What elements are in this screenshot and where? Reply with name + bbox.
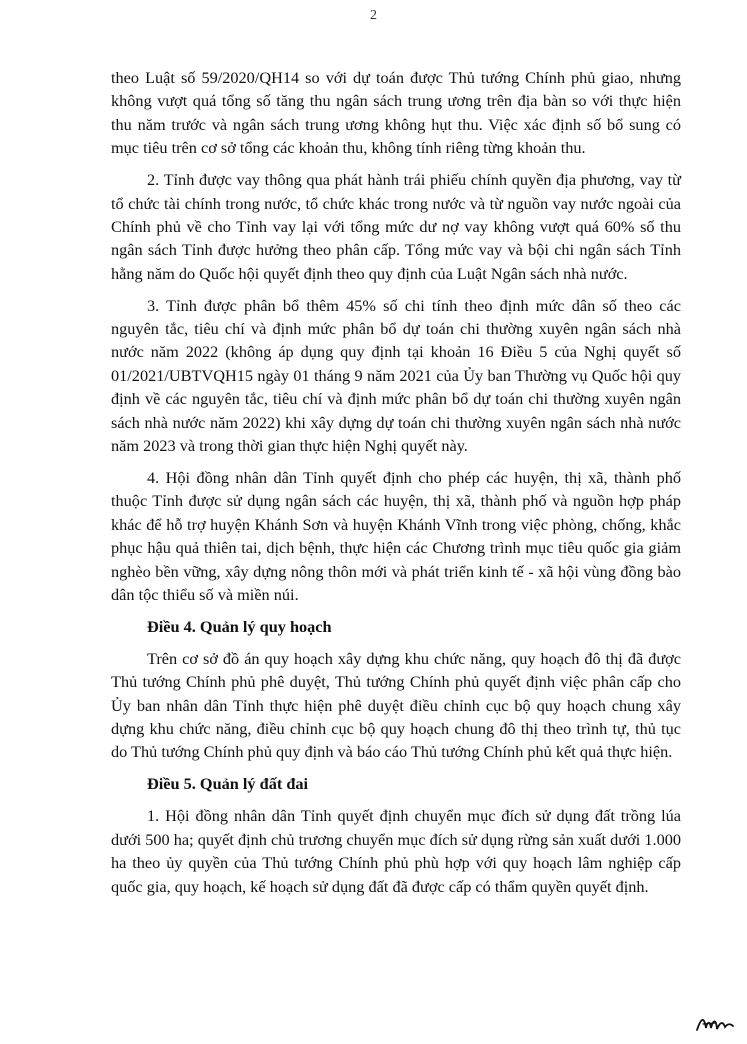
article-4-heading: Điều 4. Quản lý quy hoạch bbox=[147, 616, 332, 636]
paragraph-continued: theo Luật số 59/2020/QH14 so với dự toán được Thủ tướng Chính phủ giao, nhưng không vượt quá tổng số tăng thu ngân sách trung ương trên địa bàn so với thực hiện thu năm trước và ngân sách trung ương không hụt thu. Việc xác định số bổ sung có mục tiêu trên cơ sở tổng các khoản thu, không tính riêng từng khoản thu. bbox=[111, 68, 681, 158]
paragraph-item-3: 3. Tỉnh được phân bổ thêm 45% số chi tính theo định mức dân số theo các nguyên tắc, tiêu chí và định mức phân bổ dự toán chi thường xuyên ngân sách nhà nước năm 2022 (không áp dụng quy định tại khoản 16 Điều 5 của Nghị quyết số 01/2021/UBTVQH15 ngày 01 tháng 9 năm 2021 của Ủy ban Thường vụ Quốc hội quy định về các nguyên tắc, tiêu chí và định mức phân bổ dự toán chi thường xuyên ngân sách nhà nước năm 2022) khi xây dựng dự toán chi thường xuyên ngân sách nhà nước năm 2023 và trong thời gian thực hiện Nghị quyết này. bbox=[111, 295, 681, 456]
paragraph-item-2: 2. Tỉnh được vay thông qua phát hành trái phiếu chính quyền địa phương, vay từ tổ chức tài chính trong nước, tổ chức khác trong nước và từ nguồn vay nước ngoài của Chính phủ về cho Tỉnh vay lại với tổng mức dư nợ vay không vượt quá 60% số thu ngân sách Tỉnh được hưởng theo phân cấp. Tổng mức vay và bội chi ngân sách Tỉnh hằng năm do Quốc hội quyết định theo quy định của Luật Ngân sách nhà nước. bbox=[111, 170, 681, 283]
article-5-item-1: 1. Hội đồng nhân dân Tỉnh quyết định chuyển mục đích sử dụng đất trồng lúa dưới 500 ha; quyết định chủ trương chuyển mục đích sử dụng rừng sản xuất dưới 1.000 ha theo ủy quyền của Thủ tướng Chính phủ phù hợp với quy hoạch lâm nghiệp cấp quốc gia, quy hoạch, kế hoạch sử dụng đất đã được cấp có thẩm quyền quyết định. bbox=[111, 806, 681, 896]
document-body bbox=[111, 66, 681, 906]
article-4-text: Trên cơ sở đồ án quy hoạch xây dựng khu chức năng, quy hoạch đô thị đã được Thủ tướng Chính phủ phê duyệt, Thủ tướng Chính phủ quyết định việc phân cấp cho Ủy ban nhân dân Tỉnh thực hiện phê duyệt điều chỉnh cục bộ quy hoạch chung xây dựng khu chức năng, điều chỉnh cục bộ quy hoạch chung đô thị theo trình tự, thủ tục do Thủ tướng Chính phủ quy định và báo cáo Thủ tướng Chính phủ kết quả thực hiện. bbox=[111, 648, 681, 762]
paragraph-item-4: 4. Hội đồng nhân dân Tỉnh quyết định cho phép các huyện, thị xã, thành phố thuộc Tỉnh được sử dụng ngân sách các huyện, thị xã, thành phố và nguồn hợp pháp khác để hỗ trợ huyện Khánh Sơn và huyện Khánh Vĩnh trong việc phòng, chống, khắc phục hậu quả thiên tai, dịch bệnh, thực hiện các Chương trình mục tiêu quốc gia giảm nghèo bền vững, xây dựng nông thôn mới và phát triển kinh tế - xã hội vùng đồng bào dân tộc thiểu số và miền núi. bbox=[111, 468, 681, 605]
signature-mark bbox=[695, 1012, 735, 1034]
page-number: 2 bbox=[370, 8, 377, 23]
article-5-heading: Điều 5. Quản lý đất đai bbox=[147, 774, 309, 794]
